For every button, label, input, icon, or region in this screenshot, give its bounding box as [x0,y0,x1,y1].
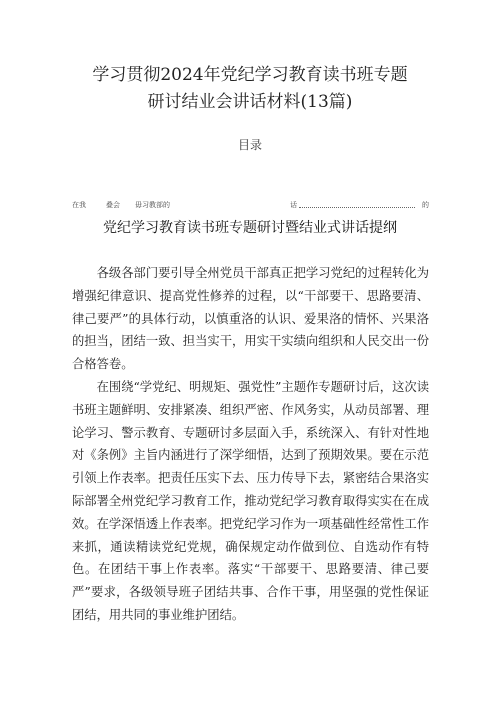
toc-leader-dots [299,207,415,208]
paragraph: 各级各部门要引导全州党员干部真正把学习党纪的过程转化为增强纪律意识、提高党性修养的过程，以“干部要干、思路要清、律己要严”的具体行动，以慎重洛的认识、爱果洛的情怀、兴果洛的担当，团结一致、担当实干，用实干实绩向组织和人民交出一份合格答卷。 [72,266,429,372]
toc-heading: 目录 [237,138,262,152]
paragraph: 在围绕“学党纪、明规矩、强党性”主题作专题研讨后，这次读书班主题鲜明、安排紧凑、组织严密、作风务实，从动员部署、理论学习、警示教育、专题研讨多层面入手，系统深入、有针对性地对《条例》主旨内涵进行了深学细悟，达到了预期效果。要在示范引领上作表率。把责任压实下去、压力传导下去，紧密结合果洛实际部署全州党纪学习教育工作，推动党纪学习教育取得实实在在成效。在学深悟透上作表率。把党纪学习作为一项基础性经常性工作来抓，通读精读党纪党规，确保规定动作做到位、自选动作有特色。在团结干事上作表率。落实“干部要干、思路要清、律己要严”要求，各级领导班子团结共事、合作干事，用坚强的党性保证团结，用共同的事业维护团结。 [72,379,429,622]
toc-entry-fragment: 的 [422,201,429,209]
document-title-line-2: 研讨结业会讲话材料(13篇) [147,92,353,112]
toc-entry-fragment: 叠会 [106,201,120,209]
section-title: 党纪学习教育读书班专题研讨暨结业式讲话提纲 [103,220,397,236]
toc-entry-fragment: 话 [290,201,297,209]
document-title-line-1: 学习贯彻2024年党纪学习教育读书班专题 [92,65,408,85]
toc-entry[interactable] [72,200,429,214]
toc-entry-fragment: 毋习教部的 [135,201,170,209]
toc-entry-fragment: 在我 [72,201,86,209]
body-text [72,262,429,627]
